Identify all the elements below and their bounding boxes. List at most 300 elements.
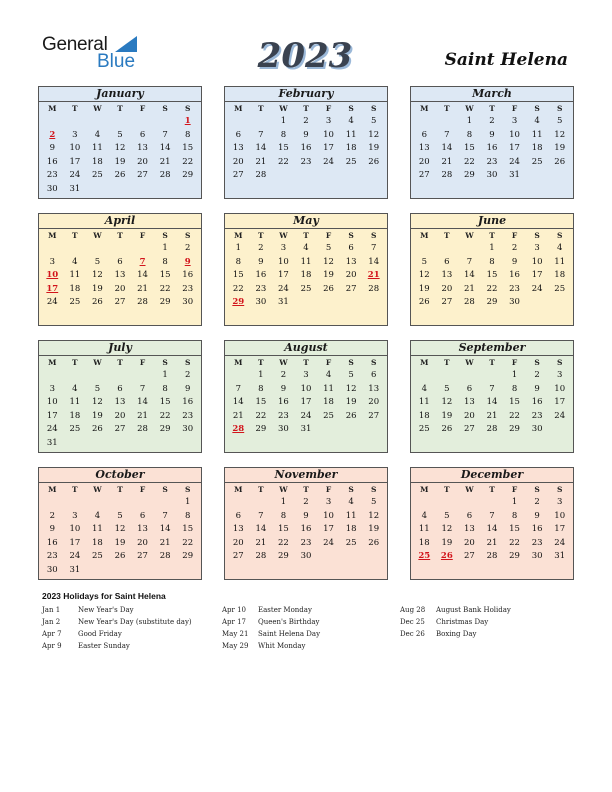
day-cell: 22 [232, 283, 244, 294]
day-cell: 31 [69, 564, 81, 575]
holiday-row [42, 604, 192, 616]
holiday-date: Apr 7 [42, 630, 62, 638]
day-cell: 23 [182, 283, 194, 294]
logo-triangle-icon [115, 36, 137, 52]
day-cell: 10 [69, 524, 81, 535]
day-cell: 24 [531, 283, 543, 294]
day-cell: 19 [441, 410, 453, 421]
day-cell: 8 [258, 383, 264, 394]
day-cell: 10 [323, 129, 334, 140]
day-cell: 1 [280, 116, 287, 126]
day-cell: 10 [323, 510, 334, 521]
day-cell: 5 [444, 510, 450, 521]
day-cell: 29 [159, 297, 171, 308]
day-cell: 13 [114, 397, 126, 408]
day-cell: 26 [345, 410, 357, 421]
day-cell: 29 [509, 424, 520, 435]
month-july [38, 340, 202, 453]
weekday-header: M [234, 231, 243, 240]
day-cell: 29 [159, 424, 171, 435]
day-cell: 25 [531, 156, 543, 167]
day-cell: 2 [534, 370, 540, 380]
day-cell: 7 [489, 510, 495, 521]
empty-day-cell [227, 496, 250, 510]
holiday-date: Aug 28 [400, 606, 426, 614]
empty-day-cell [109, 496, 132, 510]
weekday-header: T [489, 358, 495, 367]
day-cell: 1 [258, 370, 264, 380]
day-grid [39, 102, 201, 197]
day-cell: 4 [348, 116, 354, 126]
day-grid [225, 102, 387, 183]
day-cell: 9 [303, 510, 309, 521]
weekday-header: S [162, 104, 168, 113]
empty-day-cell [41, 369, 64, 383]
day-cell: 12 [114, 524, 126, 535]
holiday-day-cell: 26 [440, 551, 453, 562]
day-cell: 14 [441, 143, 453, 154]
logo-text-blue: Blue [97, 51, 136, 72]
day-cell: 30 [46, 564, 58, 575]
day-cell: 13 [137, 524, 148, 535]
weekday-header: W [93, 485, 102, 494]
day-cell: 28 [255, 170, 267, 181]
day-cell: 14 [368, 256, 380, 267]
day-cell: 19 [114, 156, 126, 167]
day-cell: 17 [46, 410, 58, 421]
weekday-header: T [444, 231, 450, 240]
day-cell: 22 [182, 537, 194, 548]
day-cell: 27 [368, 410, 380, 421]
day-cell: 27 [232, 551, 244, 562]
day-cell: 6 [421, 129, 427, 140]
day-cell: 19 [368, 524, 380, 535]
day-cell: 3 [556, 497, 563, 507]
empty-day-cell [41, 242, 64, 256]
day-cell: 27 [114, 424, 126, 435]
empty-day-cell [458, 369, 481, 383]
day-cell: 6 [466, 383, 473, 394]
day-cell: 8 [184, 510, 191, 521]
day-cell: 10 [554, 383, 566, 394]
calendar-year-title: 2023 [257, 36, 353, 76]
day-cell: 9 [534, 510, 540, 521]
day-cell: 23 [278, 410, 289, 421]
day-cell: 7 [162, 510, 168, 521]
day-cell: 21 [255, 156, 267, 167]
weekday-header: M [48, 231, 57, 240]
day-cell: 31 [300, 424, 312, 435]
month-january [38, 86, 202, 199]
month-name: January [39, 87, 201, 102]
day-cell: 13 [368, 383, 380, 394]
day-cell: 8 [280, 510, 287, 521]
day-cell: 28 [464, 297, 475, 308]
day-cell: 11 [554, 256, 566, 267]
day-cell: 30 [509, 297, 520, 308]
day-cell: 13 [345, 256, 357, 267]
weekday-header: F [325, 104, 332, 113]
day-cell: 14 [464, 270, 475, 281]
day-cell: 14 [232, 397, 244, 408]
day-cell: 16 [300, 524, 312, 535]
day-cell: 11 [418, 397, 430, 408]
day-cell: 4 [421, 383, 427, 394]
day-cell: 13 [232, 143, 244, 154]
day-cell: 24 [323, 537, 334, 548]
day-cell: 23 [509, 283, 520, 294]
day-cell: 22 [182, 156, 194, 167]
day-cell: 26 [92, 424, 103, 435]
day-cell: 23 [300, 537, 312, 548]
logo-text-general: General [42, 34, 108, 55]
holiday-day-cell: 2 [49, 129, 56, 140]
month-name: September [411, 341, 573, 356]
day-cell: 24 [300, 410, 312, 421]
day-cell: 6 [139, 510, 146, 521]
day-cell: 7 [370, 243, 377, 253]
day-cell: 17 [278, 270, 289, 281]
month-name: December [411, 468, 573, 483]
day-cell: 13 [418, 143, 430, 154]
month-september [410, 340, 574, 453]
day-cell: 24 [69, 551, 81, 562]
day-cell: 18 [69, 283, 81, 294]
day-cell: 22 [509, 537, 520, 548]
day-cell: 3 [556, 370, 563, 380]
empty-day-cell [154, 496, 177, 510]
holiday-day-cell: 21 [367, 270, 380, 281]
month-name: June [411, 214, 573, 229]
day-cell: 12 [418, 270, 430, 281]
day-cell: 9 [303, 129, 309, 140]
weekday-header: T [258, 104, 264, 113]
day-cell: 6 [139, 129, 146, 140]
day-cell: 28 [137, 424, 148, 435]
day-cell: 2 [280, 370, 287, 380]
day-cell: 3 [280, 243, 287, 253]
day-cell: 18 [300, 270, 312, 281]
empty-day-cell [458, 496, 481, 510]
weekday-header: S [534, 231, 540, 240]
day-cell: 8 [162, 256, 168, 267]
day-cell: 21 [232, 410, 244, 421]
day-cell: 1 [511, 497, 518, 507]
day-cell: 3 [303, 370, 309, 380]
holiday-column [400, 604, 511, 640]
weekday-header: T [303, 485, 309, 494]
weekday-header: S [556, 358, 563, 367]
day-cell: 5 [117, 510, 123, 521]
weekday-header: W [465, 485, 474, 494]
weekday-header: W [279, 231, 288, 240]
day-cell: 16 [509, 270, 520, 281]
day-cell: 10 [278, 256, 289, 267]
day-cell: 24 [554, 537, 566, 548]
day-cell: 21 [137, 283, 148, 294]
day-cell: 4 [534, 116, 540, 126]
day-cell: 14 [137, 270, 148, 281]
day-cell: 10 [300, 383, 312, 394]
day-cell: 5 [556, 116, 563, 126]
weekday-header: F [511, 485, 518, 494]
day-cell: 22 [278, 156, 289, 167]
holiday-date: Apr 10 [222, 606, 247, 614]
day-cell: 26 [418, 297, 430, 308]
weekday-header: S [370, 231, 377, 240]
empty-day-cell [131, 369, 154, 383]
day-cell: 20 [464, 537, 475, 548]
weekday-header: F [139, 231, 146, 240]
day-cell: 27 [137, 551, 148, 562]
day-cell: 18 [69, 410, 81, 421]
day-cell: 9 [534, 383, 540, 394]
day-cell: 19 [554, 143, 566, 154]
day-cell: 9 [184, 383, 191, 394]
empty-day-cell [64, 115, 87, 129]
weekday-header: S [162, 231, 168, 240]
empty-day-cell [481, 496, 504, 510]
day-cell: 26 [441, 424, 453, 435]
day-cell: 4 [421, 510, 427, 521]
holiday-day-cell: 17 [46, 283, 59, 294]
day-cell: 23 [182, 410, 194, 421]
weekday-header: F [511, 231, 518, 240]
weekday-header: T [303, 231, 309, 240]
day-cell: 8 [162, 383, 168, 394]
day-cell: 4 [72, 383, 78, 394]
day-cell: 3 [49, 383, 55, 394]
day-cell: 11 [69, 397, 81, 408]
day-cell: 16 [531, 524, 543, 535]
day-cell: 19 [92, 283, 103, 294]
weekday-header: T [117, 231, 123, 240]
day-cell: 6 [370, 370, 377, 380]
day-cell: 21 [486, 537, 498, 548]
day-cell: 26 [114, 551, 126, 562]
empty-day-cell [109, 115, 132, 129]
weekday-header: S [348, 104, 354, 113]
day-cell: 7 [139, 383, 146, 394]
day-cell: 25 [69, 424, 81, 435]
holiday-row [42, 616, 192, 628]
day-cell: 24 [278, 283, 289, 294]
day-grid [225, 356, 387, 437]
day-cell: 30 [46, 183, 58, 194]
holiday-day-cell: 9 [184, 256, 191, 267]
day-cell: 20 [232, 156, 244, 167]
month-name: February [225, 87, 387, 102]
day-cell: 2 [303, 497, 309, 507]
day-cell: 16 [255, 270, 267, 281]
holiday-row [222, 604, 320, 616]
day-cell: 17 [554, 397, 566, 408]
holiday-row [400, 604, 511, 616]
month-february [224, 86, 388, 199]
day-cell: 8 [511, 510, 518, 521]
day-cell: 24 [323, 156, 334, 167]
day-cell: 12 [441, 397, 453, 408]
day-cell: 17 [69, 156, 81, 167]
holidays-heading: 2023 Holidays for Saint Helena [42, 591, 166, 601]
day-cell: 9 [511, 256, 518, 267]
day-cell: 21 [159, 156, 171, 167]
day-cell: 2 [511, 243, 518, 253]
day-grid [411, 229, 573, 310]
weekday-header: S [162, 358, 168, 367]
empty-day-cell [227, 115, 250, 129]
day-cell: 28 [368, 283, 380, 294]
day-cell: 26 [554, 156, 566, 167]
weekday-header: S [534, 358, 540, 367]
weekday-header: T [72, 485, 78, 494]
day-cell: 17 [69, 537, 81, 548]
day-cell: 5 [370, 116, 377, 126]
empty-day-cell [413, 369, 436, 383]
holiday-name: Easter Sunday [78, 642, 130, 650]
day-cell: 23 [486, 156, 498, 167]
weekday-header: S [556, 485, 563, 494]
day-cell: 20 [368, 397, 380, 408]
day-cell: 22 [486, 283, 498, 294]
day-cell: 10 [531, 256, 543, 267]
day-cell: 26 [114, 170, 126, 181]
weekday-header: T [444, 485, 450, 494]
day-cell: 20 [114, 283, 126, 294]
day-cell: 17 [509, 143, 520, 154]
day-cell: 5 [117, 129, 123, 140]
weekday-header: T [117, 358, 123, 367]
day-cell: 30 [182, 424, 194, 435]
day-cell: 7 [258, 510, 264, 521]
day-cell: 15 [159, 397, 171, 408]
weekday-header: T [444, 104, 450, 113]
day-cell: 6 [444, 256, 450, 267]
weekday-header: F [511, 358, 518, 367]
day-cell: 30 [486, 170, 498, 181]
day-cell: 8 [280, 129, 287, 140]
day-cell: 19 [345, 397, 357, 408]
month-name: November [225, 468, 387, 483]
day-cell: 7 [258, 129, 264, 140]
weekday-header: W [279, 485, 288, 494]
weekday-header: F [511, 104, 518, 113]
day-cell: 28 [159, 551, 171, 562]
weekday-header: S [348, 231, 354, 240]
day-cell: 30 [300, 551, 312, 562]
weekday-header: T [72, 104, 78, 113]
weekday-header: S [370, 358, 377, 367]
day-grid [225, 229, 387, 310]
day-cell: 16 [486, 143, 498, 154]
day-cell: 23 [531, 410, 543, 421]
weekday-header: M [234, 358, 243, 367]
holiday-day-cell: 1 [184, 116, 191, 126]
weekday-header: T [258, 358, 264, 367]
day-cell: 4 [94, 129, 101, 140]
day-cell: 7 [489, 383, 495, 394]
weekday-header: F [139, 104, 146, 113]
day-cell: 22 [464, 156, 475, 167]
day-cell: 23 [300, 156, 312, 167]
country-title: Saint Helena [444, 50, 568, 70]
holiday-day-cell: 10 [46, 270, 59, 281]
day-cell: 5 [421, 256, 427, 267]
day-cell: 24 [46, 297, 58, 308]
day-cell: 28 [486, 551, 498, 562]
day-cell: 30 [182, 297, 194, 308]
weekday-header: S [348, 485, 354, 494]
day-cell: 16 [278, 397, 289, 408]
day-cell: 9 [489, 129, 495, 140]
day-cell: 18 [345, 524, 357, 535]
month-october [38, 467, 202, 580]
day-cell: 1 [466, 116, 473, 126]
month-december [410, 467, 574, 580]
day-cell: 18 [418, 537, 430, 548]
day-cell: 14 [255, 524, 267, 535]
day-cell: 26 [368, 156, 380, 167]
holiday-column [222, 604, 320, 652]
day-cell: 21 [441, 156, 453, 167]
weekday-header: T [258, 485, 264, 494]
day-cell: 29 [182, 551, 194, 562]
day-cell: 10 [509, 129, 520, 140]
day-cell: 29 [509, 551, 520, 562]
day-cell: 13 [114, 270, 126, 281]
holiday-name: Boxing Day [436, 630, 477, 638]
day-cell: 18 [92, 156, 103, 167]
day-cell: 25 [554, 283, 566, 294]
day-cell: 25 [323, 410, 334, 421]
day-cell: 20 [114, 410, 126, 421]
day-cell: 12 [345, 383, 357, 394]
weekday-header: S [556, 231, 563, 240]
weekday-header: F [139, 358, 146, 367]
day-cell: 21 [464, 283, 475, 294]
weekday-header: W [465, 104, 474, 113]
day-cell: 7 [162, 129, 168, 140]
day-cell: 20 [464, 410, 475, 421]
weekday-header: W [93, 104, 102, 113]
day-cell: 17 [323, 143, 334, 154]
holiday-column [42, 604, 192, 652]
day-cell: 15 [255, 397, 267, 408]
day-cell: 24 [46, 424, 58, 435]
day-cell: 13 [464, 397, 475, 408]
day-cell: 12 [92, 397, 103, 408]
day-cell: 9 [49, 524, 55, 535]
month-name: April [39, 214, 201, 229]
month-name: July [39, 341, 201, 356]
empty-day-cell [436, 242, 459, 256]
holiday-day-cell: 25 [418, 551, 431, 562]
month-may [224, 213, 388, 326]
day-cell: 21 [159, 537, 171, 548]
holiday-date: May 29 [222, 642, 249, 650]
day-cell: 14 [486, 524, 498, 535]
day-cell: 25 [92, 551, 103, 562]
weekday-header: T [303, 104, 309, 113]
weekday-header: T [489, 104, 495, 113]
weekday-header: S [370, 104, 377, 113]
empty-day-cell [64, 369, 87, 383]
day-cell: 1 [280, 497, 287, 507]
holiday-name: Christmas Day [436, 618, 489, 626]
day-cell: 11 [345, 510, 357, 521]
day-grid [411, 102, 573, 183]
day-cell: 13 [232, 524, 244, 535]
